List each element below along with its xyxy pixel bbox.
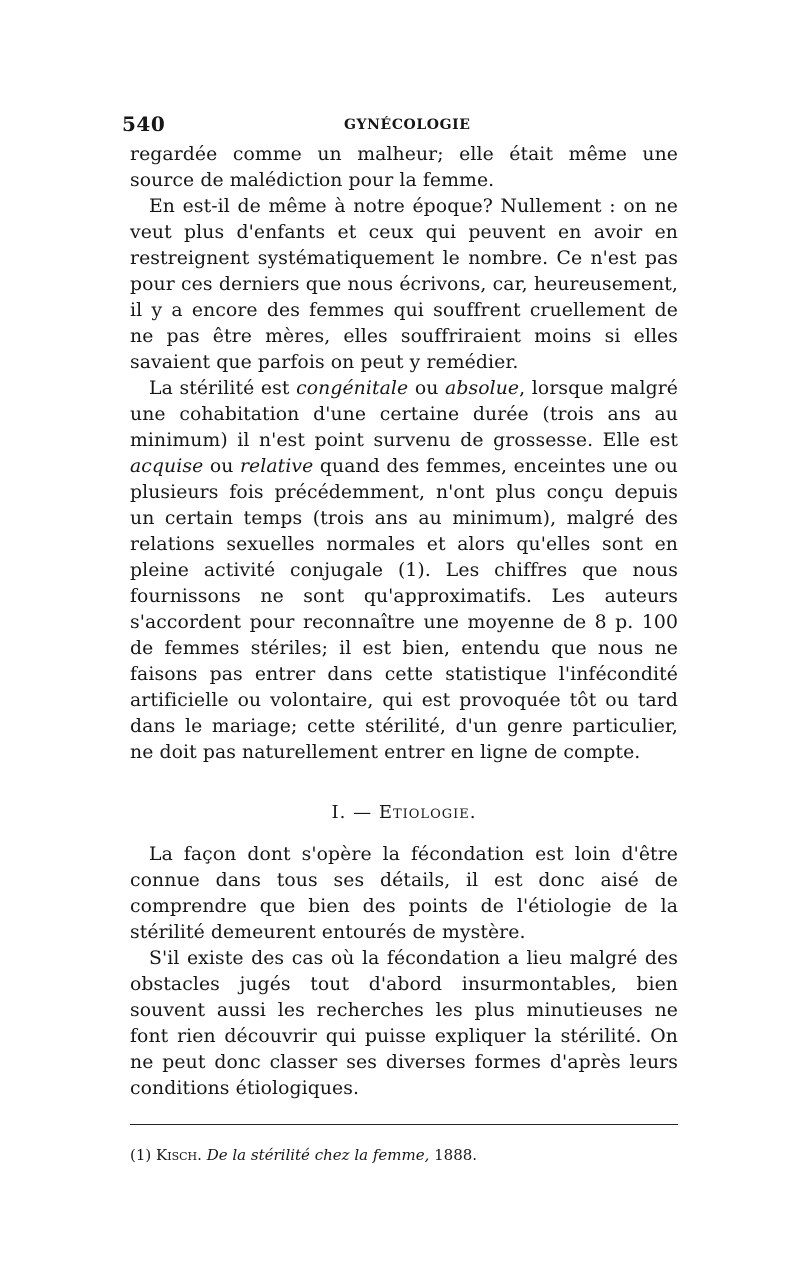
paragraph: En est-il de même à notre époque? Nullement : on ne veut plus d'enfants et ceux qui peuvent en avoir en restreignent systématiquement le nombre. Ce n'est pas pour ces derniers que nous écrivons, car, heureusement, il y a encore des femmes qui souffrent cruellement de ne pas être mères, elles souffriraient moins si elles savaient que parfois on peut y remédier. <box>130 196 678 373</box>
footnote-divider <box>130 1124 678 1125</box>
footnote-marker: (1) <box>130 1146 152 1164</box>
page-header <box>122 112 678 142</box>
footnote <box>130 1145 678 1165</box>
term-congenitale: congénitale <box>296 378 409 399</box>
term-absolue: absolue <box>445 378 520 399</box>
footnote-title: De la stérilité chez la femme, <box>206 1146 430 1164</box>
text-run: quand des femmes, enceintes une ou plusieurs fois précédemment, n'ont plus conçu depuis un certain temps (trois ans au minimum), malgré des relations sexuelles normales et alors qu'elles sont en pleine activité conjugale (1). Les chiffres que nous fournissons ne sont qu'approximatifs. Les auteurs s'accordent pour reconnaître une moyenne de 8 p. 100 de femmes stériles; il est bien, entendu que nous ne faisons pas entrer dans cette statistique l'infécondité artificielle ou volontaire, qui est provoquée tôt ou tard dans le mariage; cette stérilité, d'un genre particulier, ne doit pas naturellement entrer en ligne de compte. <box>130 456 678 763</box>
paragraph-continued: regardée comme un malheur; elle était même une source de malédiction pour la femme. <box>130 144 678 191</box>
text-run: ou <box>408 378 446 399</box>
paragraph: La façon dont s'opère la fécondation est loin d'être connue dans tous ses détails, il est donc aisé de comprendre que bien des points de l'étiologie de la stérilité demeurent entourés de mystère. <box>130 844 678 943</box>
running-head: GYNÉCOLOGIE <box>344 117 471 133</box>
paragraph: S'il existe des cas où la fécondation a lieu malgré des obstacles jugés tout d'abord insurmontables, bien souvent aussi les recherches les plus minutieuses ne font rien découvrir qui puisse expliquer la stérilité. On ne peut donc classer ses diverses formes d'après leurs conditions étiologiques. <box>130 948 678 1099</box>
text-run: , lorsque malgré une cohabitation d'une certaine durée (trois ans au minimum) il n'est point survenu de grossesse. Elle est <box>130 378 678 451</box>
footnote-year: 1888. <box>434 1146 478 1164</box>
book-page <box>122 112 678 1165</box>
footnote-author: Kisch. <box>156 1146 202 1164</box>
term-relative: relative <box>239 456 314 477</box>
section-number: I. — <box>331 802 373 823</box>
paragraph-definitions <box>130 376 678 766</box>
body-text <box>130 142 678 766</box>
text-run: La stérilité est <box>149 378 297 399</box>
page-number: 540 <box>122 112 166 136</box>
section-title: Etiologie. <box>378 802 477 823</box>
section-heading <box>130 800 678 826</box>
section-body <box>130 842 678 1102</box>
text-run: ou <box>203 456 240 477</box>
term-acquise: acquise <box>130 456 204 477</box>
